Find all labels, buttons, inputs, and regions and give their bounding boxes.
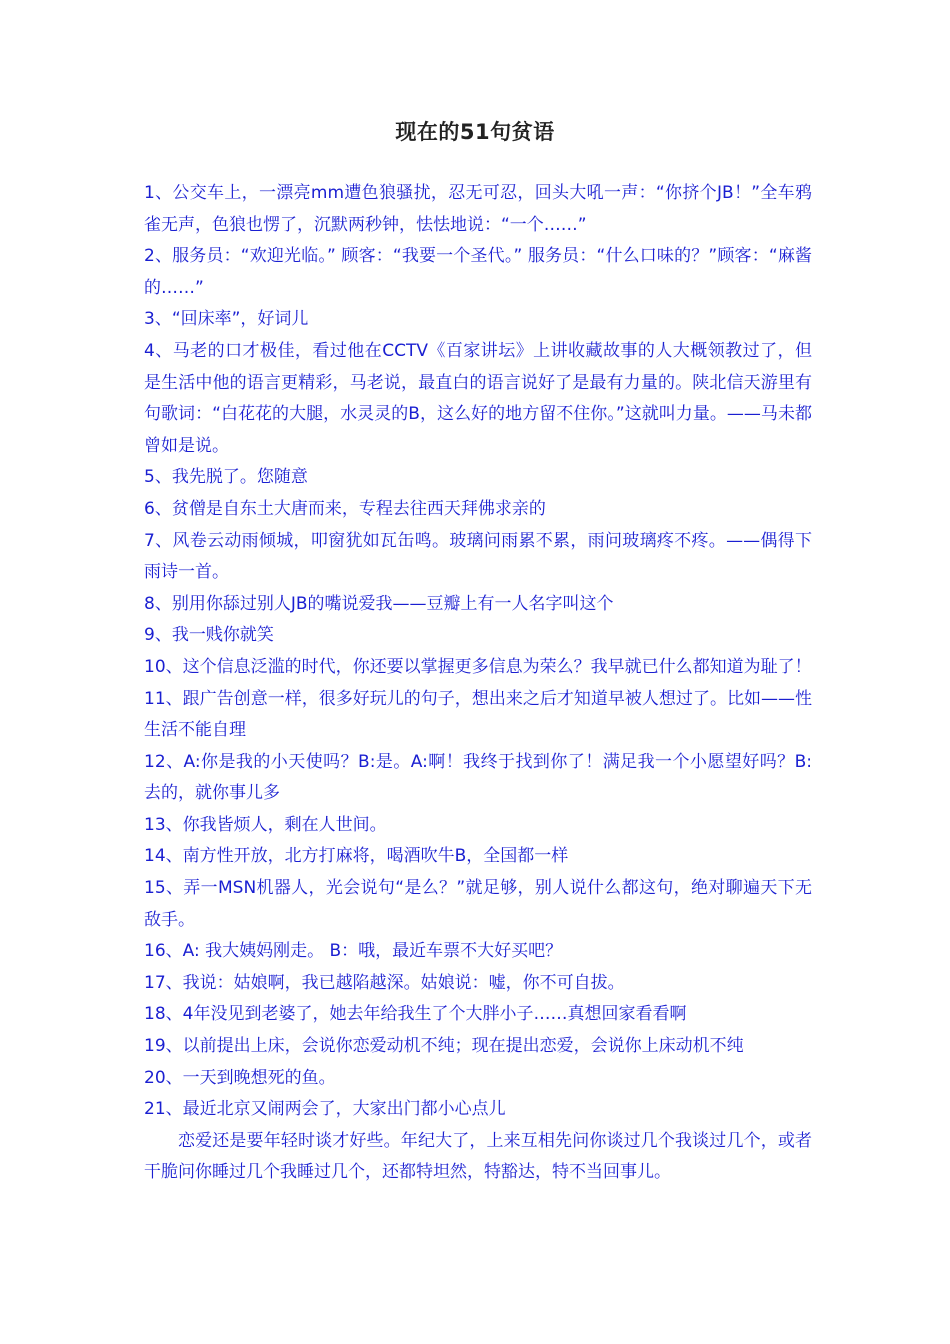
paragraph-5: 5、我先脱了。您随意 [144, 467, 308, 488]
paragraph-2: 2、服务员：“欢迎光临。” 顾客：“我要一个圣代。” 服务员：“什么口味的？”顾客：“麻酱的……” [144, 246, 812, 298]
paragraph-7: 7、风卷云动雨倾城，叩窗犹如瓦缶鸣。玻璃问雨累不累，雨问玻璃疼不疼。——偶得下雨诗一首。 [144, 530, 812, 583]
paragraph-12: 12、A:你是我的小天使吗？B:是。A:啊！我终于找到你了！满足我一个小愿望好吗？B:去的，就你事儿多 [144, 751, 812, 804]
paragraph-17: 17、我说：姑娘啊，我已越陷越深。姑娘说：嘘，你不可自拔。 [144, 972, 625, 993]
paragraph-13: 13、你我皆烦人，剩在人世间。 [144, 814, 387, 835]
paragraph-closing: 恋爱还是要年轻时谈才好些。年纪大了，上来互相先问你谈过几个我谈过几个，或者干脆问你睡过几个我睡过几个，还都特坦然，特豁达，特不当回事儿。 [144, 1130, 812, 1183]
paragraph-18: 18、4年没见到老婆了，她去年给我生了个大胖小子……真想回家看看啊 [144, 1004, 687, 1025]
paragraph-1: 1、公交车上，一漂亮mm遭色狼骚扰，忍无可忍，回头大吼一声：“你挤个JB！”全车鸦雀无声，色狼也愣了，沉默两秒钟，怯怯地说：“一个……” [144, 183, 812, 235]
paragraph-19: 19、以前提出上床，会说你恋爱动机不纯；现在提出恋爱，会说你上床动机不纯 [144, 1036, 744, 1057]
paragraph-16: 16、A: 我大姨妈刚走。 B：哦，最近车票不大好买吧？ [144, 941, 563, 962]
paragraph-14: 14、南方性开放，北方打麻将，喝酒吹牛B，全国都一样 [144, 846, 569, 867]
document-body [144, 178, 812, 1189]
paragraph-8: 8、别用你舔过别人JB的嘴说爱我——豆瓣上有一人名字叫这个 [144, 593, 614, 614]
paragraph-20: 20、一天到晚想死的鱼。 [144, 1067, 336, 1088]
document-title: 现在的51句贫语 [395, 120, 555, 144]
paragraph-21: 21、最近北京又闹两会了，大家出门都小心点儿 [144, 1099, 506, 1120]
paragraph-4: 4、马老的口才极佳，看过他在CCTV《百家讲坛》上讲收藏故事的人大概领教过了，但是生活中他的语言更精彩，马老说，最直白的语言说好了是最有力量的。陕北信天游里有句歌词：“白花花的大腿，水灵灵的B，这么好的地方留不住你。”这就叫力量。——马未都曾如是说。 [144, 340, 812, 456]
paragraph-11: 11、跟广告创意一样，很多好玩儿的句子，想出来之后才知道早被人想过了。比如——性生活不能自理 [144, 688, 812, 741]
paragraph-15: 15、弄一MSN机器人，光会说句“是么？”就足够，别人说什么都这句，绝对聊遍天下无敌手。 [144, 878, 812, 930]
paragraph-6: 6、贫僧是自东土大唐而来，专程去往西天拜佛求亲的 [144, 498, 546, 519]
paragraph-9: 9、我一贱你就笑 [144, 625, 274, 646]
paragraph-10: 10、这个信息泛滥的时代，你还要以掌握更多信息为荣么？我早就已什么都知道为耻了！ [144, 656, 812, 677]
paragraph-3: 3、“回床率”，好词儿 [144, 309, 309, 330]
